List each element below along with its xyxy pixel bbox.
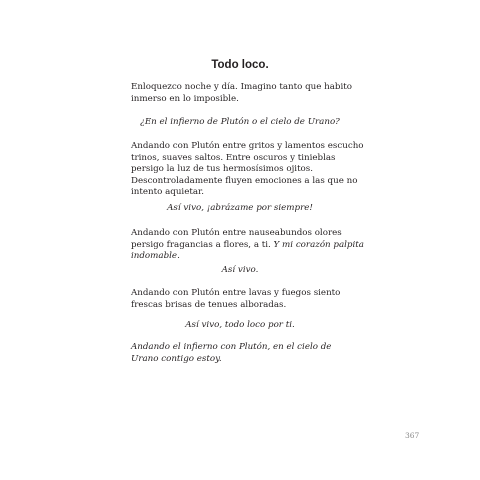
stanza-2-line-4: Descontroladamente fluyen emociones a las que no [131, 175, 358, 186]
refrain-3: Así vivo. [221, 265, 259, 275]
stanza-3-line-2 [131, 239, 364, 252]
stanza-3-line-1: Andando con Plutón entre nauseabundos olores [131, 228, 342, 238]
refrain-4: Así vivo, todo loco por ti. [185, 320, 295, 330]
stanza-2-line-5: intento aquietar. [131, 187, 204, 198]
stanza-3-line-2-italic: Y mi corazón palpita [273, 239, 364, 250]
stanza-2-line-1: Andando con Plutón entre gritos y lamentos escucho [131, 141, 364, 151]
stanza-3 [131, 228, 364, 263]
refrain-2: Así vivo, ¡abrázame por siempre! [167, 203, 313, 213]
stanza-2-line-3: persigo la luz de tus hermosísimos ojitos. [131, 164, 314, 175]
stanza-1 [131, 82, 361, 105]
page-number: 367 [405, 431, 420, 440]
stanza-4 [131, 288, 361, 311]
stanza-2-line-2: trinos, suaves saltos. Entre oscuros y tinieblas [131, 152, 336, 163]
stanza-1-line-2: inmerso en lo imposible. [131, 93, 239, 104]
stanza-1-line-1: Enloquezco noche y día. Imagino tanto que habito [131, 82, 352, 92]
stanza-3-line-3: indomable. [131, 251, 180, 262]
stanza-4-line-1: Andando con Plutón entre lavas y fuegos siento [131, 288, 341, 298]
stanza-3-line-2-plain: persigo fragancias a flores, a ti. [131, 239, 274, 250]
stanza-4-line-2: frescas brisas de tenues alboradas. [131, 299, 287, 310]
closing-line-2: Urano contigo estoy. [131, 353, 222, 364]
refrain-1: ¿En el infierno de Plutón o el cielo de Urano? [140, 117, 340, 127]
poem-title: Todo loco. [211, 59, 269, 71]
closing-line-1: Andando el infierno con Plutón, en el cielo de [131, 342, 332, 352]
closing-stanza [131, 342, 361, 365]
stanza-2 [131, 141, 364, 199]
